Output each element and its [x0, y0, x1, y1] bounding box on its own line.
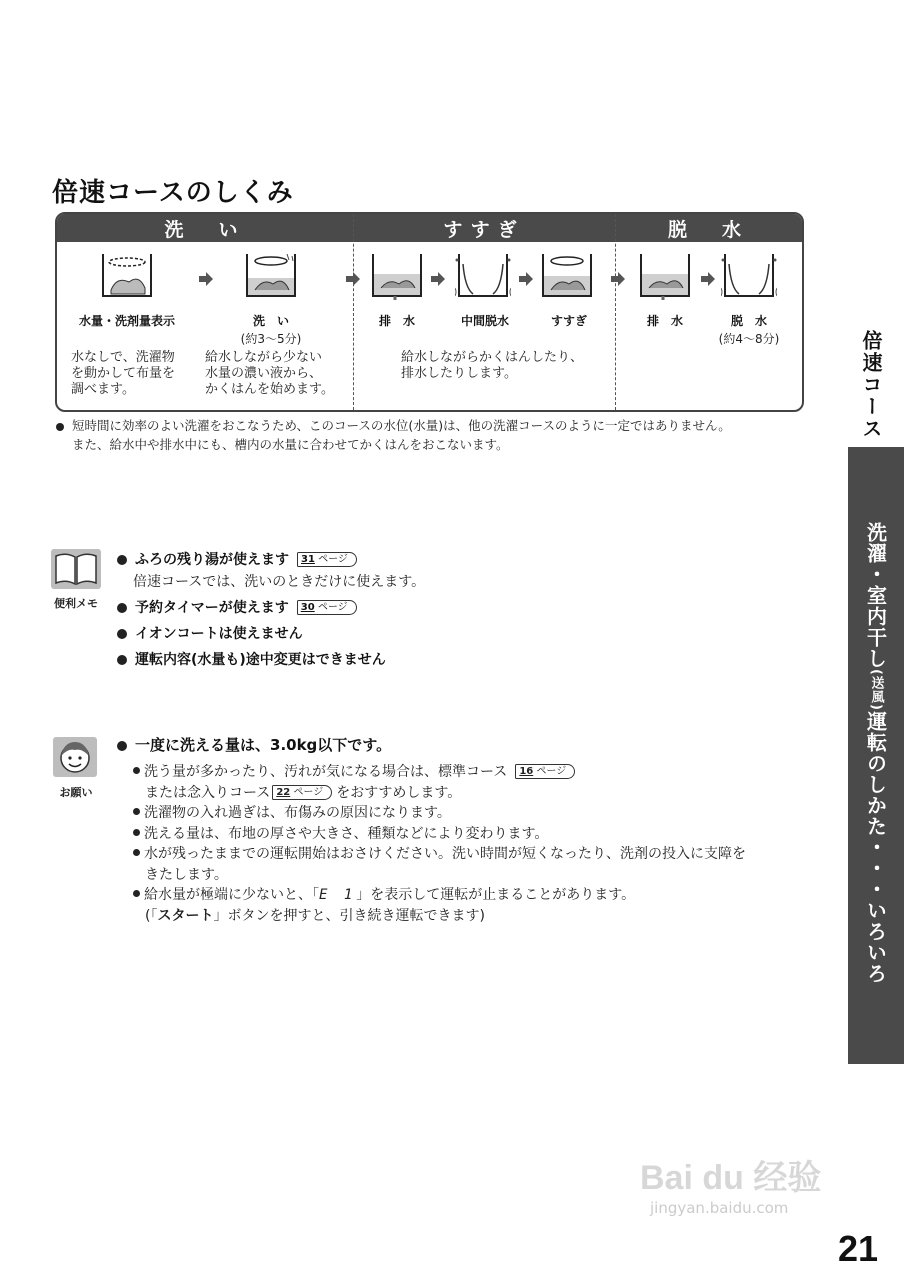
request-line: きたします。	[145, 866, 228, 883]
request-line: または念入りコース 22 ページ をおすすめします。	[145, 784, 462, 801]
flow-header-wash: 洗 い	[57, 214, 353, 242]
arrow-right-icon	[431, 272, 445, 286]
arrow-right-icon	[701, 272, 715, 286]
baidu-watermark: Bai du 经验 jingyan.baidu.com	[640, 1159, 822, 1217]
tub-spin-icon	[721, 252, 777, 300]
page-ref-22[interactable]: 22 ページ	[272, 785, 332, 800]
tub-drain-icon	[637, 252, 693, 300]
arrow-right-icon	[346, 272, 360, 286]
page-number: 21	[838, 1228, 879, 1269]
step-label-drain: 排 水	[378, 314, 415, 328]
request-heading: 一度に洗える量は、3.0kg以下です。	[117, 734, 391, 755]
page-ref-16[interactable]: 16 ページ	[515, 764, 575, 779]
arrow-right-icon	[611, 272, 625, 286]
desc-wash: 給水しながら少ない 水量の濃い液から、 かくはんを始めます。	[205, 350, 334, 397]
memo-item: イオンコートは使えません	[117, 623, 303, 643]
request-line: 洗える量は、布地の厚さや大きさ、種類などにより変わります。	[133, 824, 746, 845]
book-icon	[50, 548, 102, 590]
request-line: (「スタート」ボタンを押すと、引き続き運転できます)	[145, 907, 485, 924]
arrow-right-icon	[199, 272, 213, 286]
flow-header-rinse: すすぎ	[353, 214, 615, 242]
memo-icon	[50, 548, 102, 611]
course-flow-diagram	[55, 212, 804, 412]
page-ref-30[interactable]: 30 ページ	[297, 600, 357, 615]
flow-divider	[615, 214, 616, 410]
tub-wash-icon	[243, 252, 299, 300]
memo-label: 便利メモ	[54, 597, 98, 610]
arrow-right-icon	[519, 272, 533, 286]
request-line: 給水量が極端に少ないと、「E 1」を表示して運転が止まることがあります。	[133, 885, 746, 906]
step-label-wash: 洗 い	[252, 314, 289, 328]
step-label-mid-spin: 中間脱水	[460, 314, 509, 328]
step-time-wash: (約3～5分)	[240, 332, 302, 346]
step-time-spin: (約4～8分)	[718, 332, 780, 346]
flow-divider	[353, 214, 354, 410]
step-label-drain: 排 水	[646, 314, 683, 328]
memo-item: ふろの残り湯が使えます 31 ページ	[117, 549, 357, 569]
request-label: お願い	[59, 786, 93, 799]
tub-rinse-icon	[539, 252, 595, 300]
step-label-water-display: 水量・洗剤量表示	[78, 314, 175, 328]
section-title: 倍速コースのしくみ	[52, 178, 294, 208]
memo-item: 運転内容(水量も)途中変更はできません	[117, 649, 386, 669]
memo-item: 予約タイマーが使えます 30 ページ	[117, 597, 357, 617]
request-list	[133, 762, 746, 926]
error-code-display: E 1	[319, 887, 357, 903]
desc-rinse: 給水しながらかくはんしたり、 排水したりします。	[401, 350, 584, 381]
tub-detect-icon	[99, 252, 155, 300]
request-line: 洗う量が多かったり、汚れが気になる場合は、標準コース 16 ページ	[133, 762, 746, 783]
step-label-rinse: すすぎ	[550, 314, 588, 328]
step-label-spin: 脱 水	[730, 314, 767, 328]
tub-spin-icon	[455, 252, 511, 300]
tub-drain-icon	[369, 252, 425, 300]
flow-header-spin: 脱 水	[615, 214, 802, 242]
request-icon	[52, 736, 100, 800]
flow-note: 短時間に効率のよい洗濯をおこなうため、このコースの水位(水量)は、他の洗濯コースのように一定ではありません。 また、給水中や排水中にも、槽内の水量に合わせてかくはんをおこないます。	[56, 416, 731, 454]
side-chapter-title: 洗濯・室内干し (送風) 運転のしかた・・・いろいろ	[863, 522, 888, 984]
side-section-label: 倍速コース	[859, 330, 883, 440]
face-icon	[52, 736, 98, 778]
desc-detect: 水なしで、洗濯物 を動かして布量を 調べます。	[71, 350, 176, 397]
request-line: 水が残ったままでの運転開始はおさけください。洗い時間が短くなったり、洗剤の投入に支障を	[133, 844, 746, 865]
request-line: 洗濯物の入れ過ぎは、布傷みの原因になります。	[133, 803, 746, 824]
page-ref-31[interactable]: 31 ページ	[297, 552, 357, 567]
memo-sub: 倍速コースでは、洗いのときだけに使えます。	[133, 574, 426, 590]
